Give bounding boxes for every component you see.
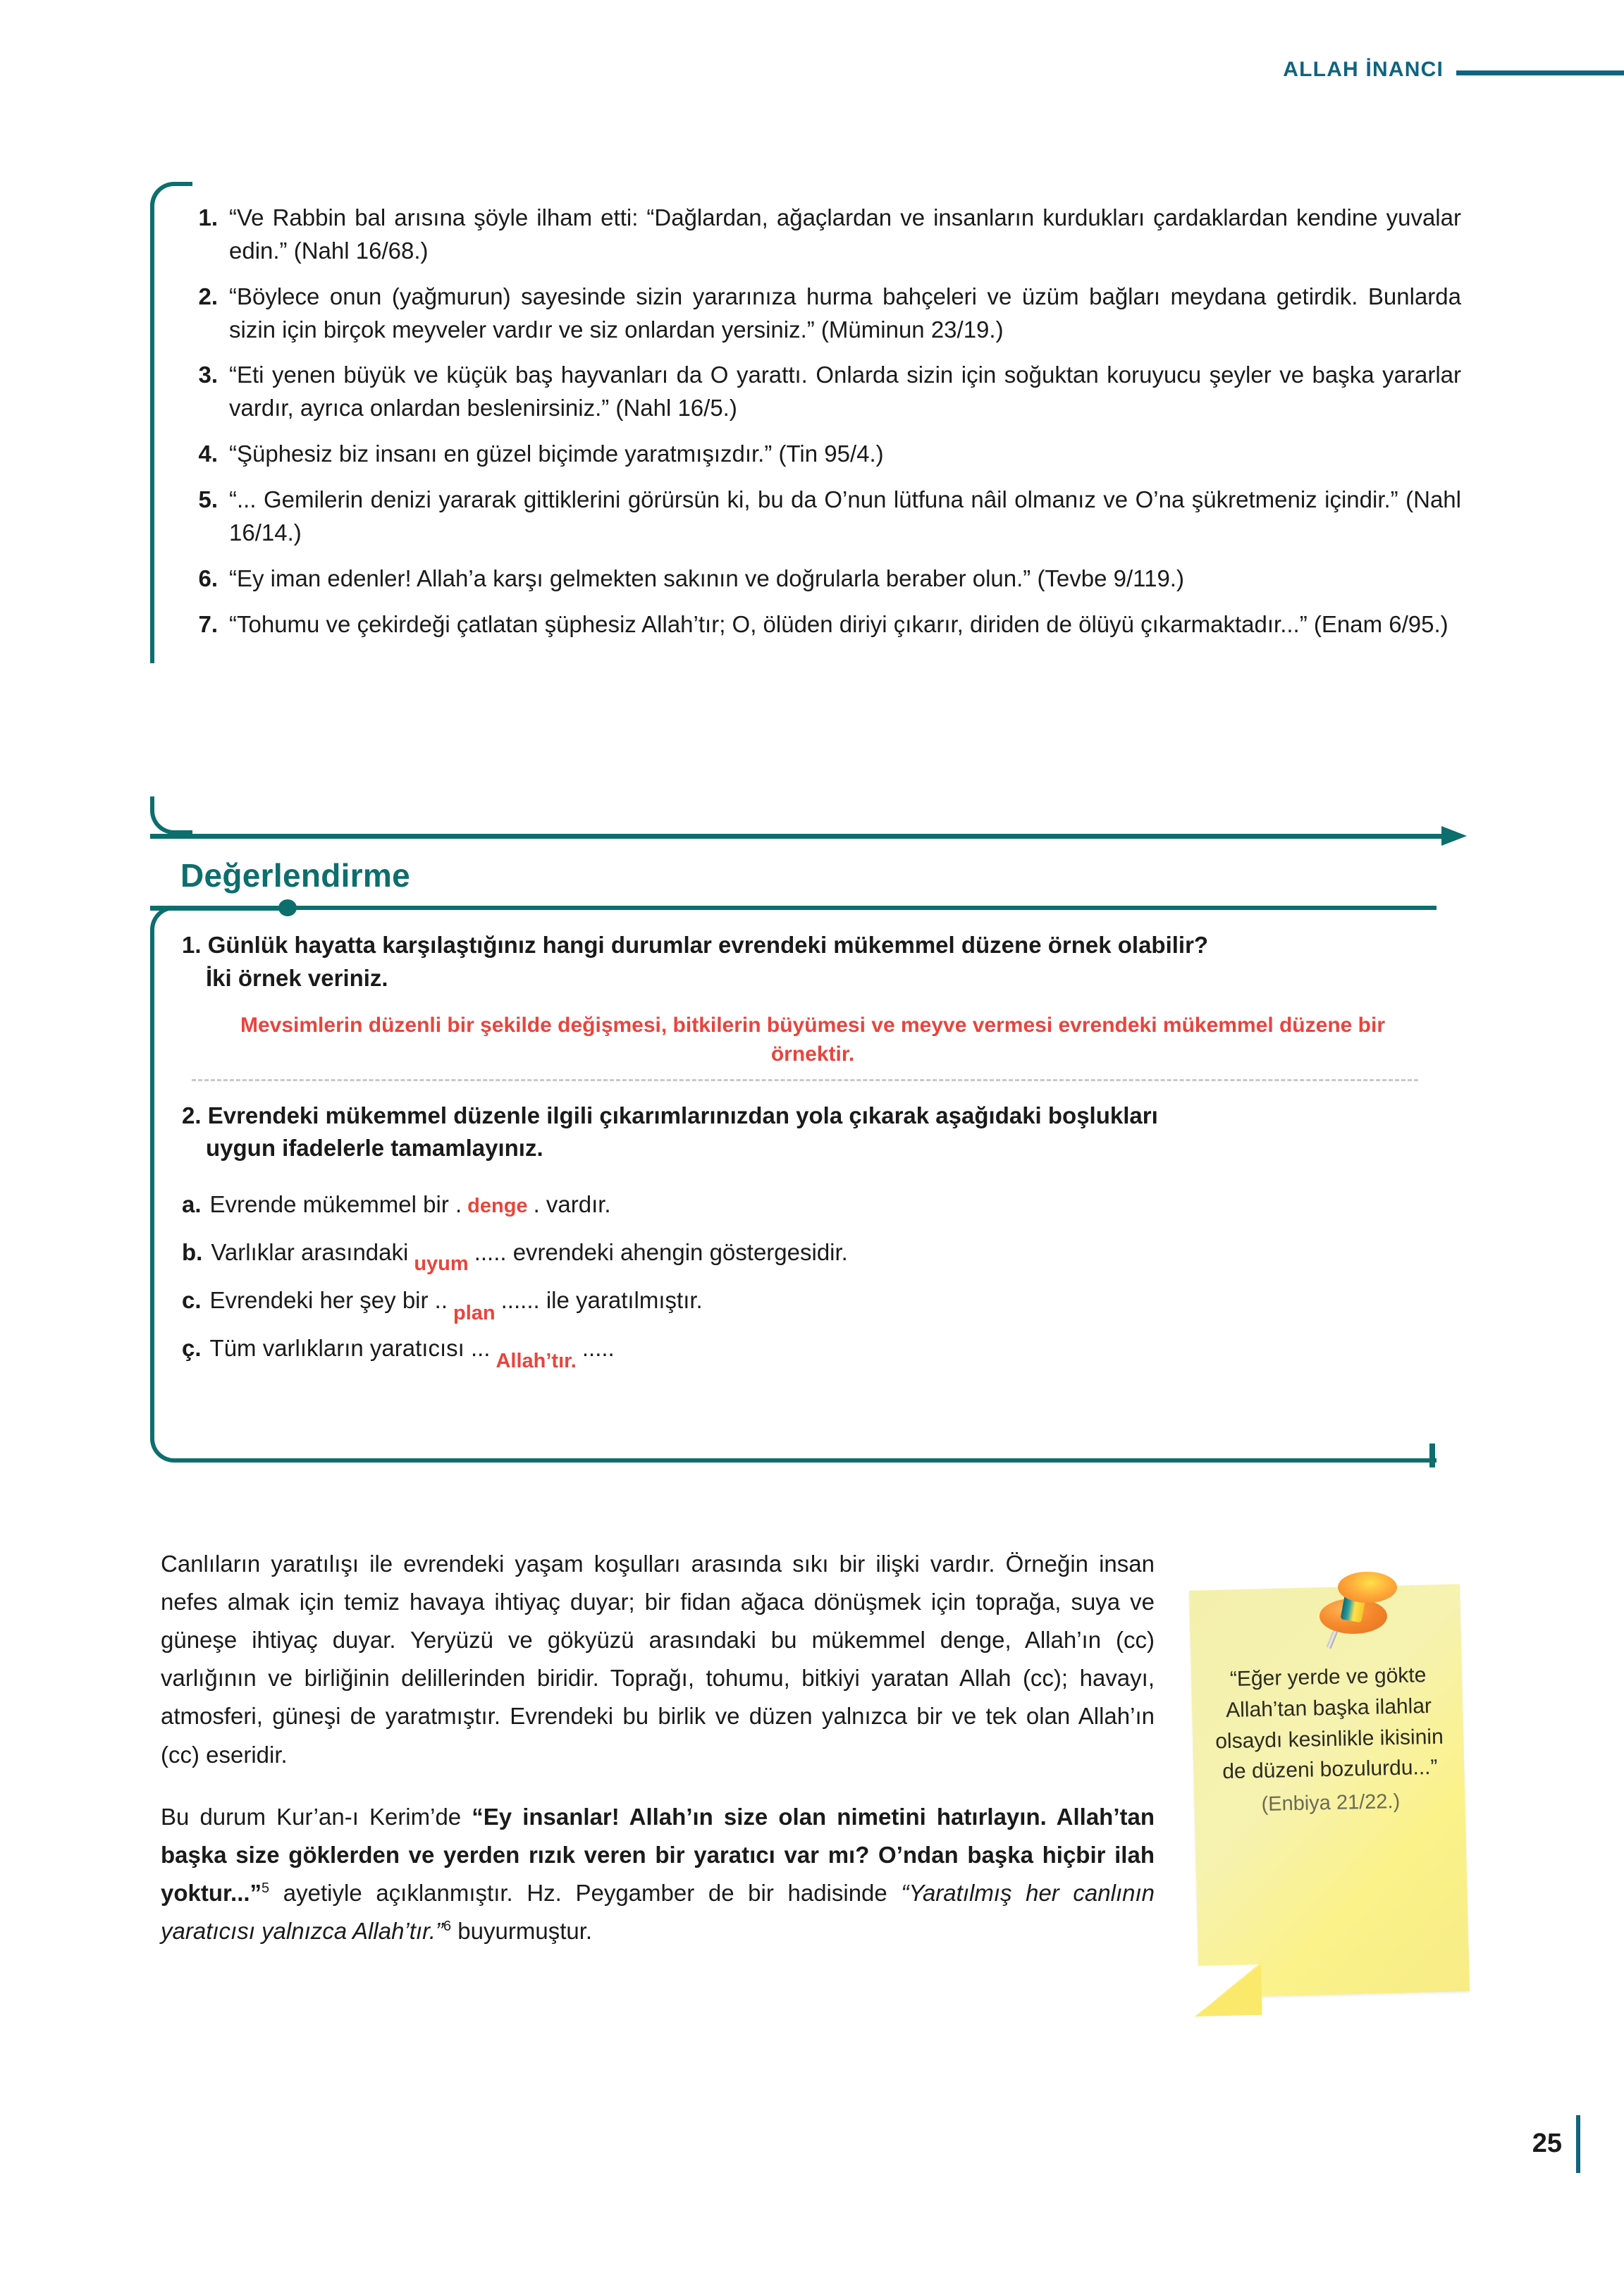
blank-text-before: Tüm varlıkların yaratıcısı ... <box>209 1334 491 1361</box>
list-item-text: “Ey iman edenler! Allah’a karşı gelmekten sakının ve doğrularla beraber olun.” (Tevbe 9/119.) <box>229 565 1184 591</box>
question-1-line-2: İki örnek veriniz. <box>206 964 388 991</box>
blank-text-before: Evrendeki her şey bir .. <box>209 1286 448 1313</box>
list-item-number: 4. <box>198 441 218 467</box>
blank-letter: c. <box>182 1286 202 1313</box>
blank-row-c <box>182 1286 1444 1324</box>
blank-text-after: ...... ile yaratılmıştır. <box>500 1286 703 1313</box>
blank-answer: denge <box>467 1195 528 1218</box>
page-number-rule <box>1576 2115 1580 2173</box>
list-item-number: 3. <box>198 362 218 388</box>
body-p2-hadith-quote: “Yaratılmış her canlının yaratıcısı yalnızca Allah’tır.” <box>161 1879 1155 1944</box>
question-1-line-1 <box>182 929 1444 962</box>
question-2-line-1 <box>182 1100 1444 1133</box>
list-item <box>180 281 1461 347</box>
blank-row-b <box>182 1238 1444 1276</box>
ayet-list-box <box>150 182 1489 663</box>
evaluation-content <box>182 929 1444 1381</box>
ayet-box-arrow <box>150 827 1491 846</box>
blank-letter: b. <box>182 1239 203 1266</box>
blank-letter: a. <box>182 1191 202 1218</box>
ayet-list <box>154 202 1489 641</box>
list-item <box>180 608 1461 641</box>
question-1-number: 1. <box>182 932 202 958</box>
sticky-note <box>1181 1572 1477 2016</box>
blank-letter: ç. <box>182 1334 202 1361</box>
question-2-line-2: uygun ifadelerle tamamlayınız. <box>206 1135 543 1162</box>
list-item-text: “... Gemilerin denizi yararak gittiklerini görürsün ki, bu da O’nun lütfuna nâil olmanız ve O’na şükretmeniz içindir.” (Nahl 16/14.) <box>229 486 1461 546</box>
evaluation-heading: Değerlendirme <box>180 857 411 894</box>
page-header <box>1283 58 1624 82</box>
sticky-note-reference: (Enbiya 21/22.) <box>1261 1790 1401 1816</box>
list-item-number: 1. <box>198 204 218 230</box>
list-item <box>180 202 1461 268</box>
blank-text-after: ..... evrendeki ahengin göstergesidir. <box>474 1239 848 1266</box>
list-item-number: 7. <box>198 610 218 637</box>
list-item-number: 6. <box>198 565 218 591</box>
list-item-number: 2. <box>198 283 218 309</box>
evaluation-box-end-cap <box>1429 1443 1435 1467</box>
answer-separator <box>192 1079 1418 1081</box>
list-item-text: “Tohumu ve çekirdeği çatlatan şüphesiz Allah’tır; O, ölüden diriyi çıkarır, diriden de ölüyü çıkarmaktadır...” (Enam 6/95.) <box>229 610 1448 637</box>
blank-answer: Allah’tır. <box>496 1349 577 1372</box>
list-item-text: “Böylece onun (yağmurun) sayesinde sizin yararınıza hurma bahçeleri ve üzüm bağları meydana getirdik. Bunlarda sizin için birçok meyveler vardır ve siz onlardan yersiniz.” (Müminun 23/19.) <box>229 283 1461 343</box>
evaluation-box-top-stub <box>150 906 288 911</box>
page-number: 25 <box>1532 2129 1562 2158</box>
arrow-line <box>150 834 1447 839</box>
body-paragraph-2 <box>161 1798 1155 1950</box>
push-pin-icon <box>1320 1572 1397 1659</box>
blank-text-before: Varlıklar arasındaki <box>211 1239 409 1266</box>
list-item-text: “Şüphesiz biz insanı en güzel biçimde yaratmışızdır.” (Tin 95/4.) <box>229 441 884 467</box>
header-rule <box>1456 70 1624 75</box>
list-item <box>180 359 1461 425</box>
sticky-note-quote: “Eğer yerde ve gökte Allah’tan başka ilahlar olsaydı kesinlikle ikisinin de düzeni bozulurdu...” <box>1214 1663 1444 1784</box>
body-paragraph-1: Canlıların yaratılışı ile evrendeki yaşam koşulları arasında sıkı bir ilişki vardır. Örneğin insan nefes almak için temiz havaya ihtiyaç duyar; bir fidan ağaca dönüşmek için toprağa, suya ve güneşe ihtiyaç duyar. Yeryüzü ve gökyüzü arasındaki bu mükemmel denge, Allah’ın (cc) varlığının ve birliğinin delillerinden biridir. Toprağı, tohumu, bitkiyi yaratan Allah (cc); havayı, atmosferi, güneşi de yaratmıştır. Evrendeki bu birlik ve düzen yalnızca bir ve tek olan Allah’ın (cc) eseridir. <box>161 1551 1155 1768</box>
blank-answer: uyum <box>414 1252 469 1276</box>
body-p2-middle: ayetiyle açıklanmıştır. Hz. Peygamber de bir hadisinde <box>269 1879 902 1906</box>
footnote-marker-5: 5 <box>262 1880 270 1896</box>
blank-row-a <box>182 1190 1444 1219</box>
body-p2-intro: Bu durum Kur’an-ı Kerim’de <box>161 1803 472 1830</box>
question-1-answer: Mevsimlerin düzenli bir şekilde değişmesi, bitkilerin büyümesi ve meyve vermesi evrendeki mükemmel düzene bir örnektir. <box>240 1013 1385 1066</box>
arrow-head-icon <box>1441 826 1467 846</box>
blank-text-before: Evrende mükemmel bir . <box>209 1191 462 1218</box>
list-item-number: 5. <box>198 486 218 513</box>
blank-answer: plan <box>453 1301 496 1324</box>
list-item <box>180 562 1461 596</box>
blank-text-after: ..... <box>582 1334 615 1361</box>
question-2 <box>182 1100 1444 1166</box>
list-item-text: “Eti yenen büyük ve küçük baş hayvanları da O yarattı. Onlarda sizin için soğuktan koruyucu şeyler ve başka yararlar vardır, ayrıca onlardan beslenirsiniz.” (Nahl 16/5.) <box>229 362 1461 421</box>
list-item <box>180 438 1461 471</box>
body-p2-end: buyurmuştur. <box>451 1917 593 1944</box>
question-2-number: 2. <box>182 1102 202 1128</box>
list-item-text: “Ve Rabbin bal arısına şöyle ilham etti: “Dağlardan, ağaçlardan ve insanların kurdukları çardaklardan kendine yuvalar edin.” (Nahl 16/68.) <box>229 204 1461 264</box>
evaluation-box-dot <box>278 899 297 916</box>
question-1 <box>182 929 1444 995</box>
sticky-note-text <box>1207 1659 1453 1821</box>
blank-row-c-cedilla <box>182 1334 1444 1372</box>
list-item <box>180 484 1461 550</box>
page-title: ALLAH İNANCI <box>1283 58 1444 81</box>
question-2-text: Evrendeki mükemmel düzenle ilgili çıkarımlarınızdan yola çıkarak aşağıdaki boşlukları <box>207 1102 1158 1128</box>
blank-text-after: . vardır. <box>533 1191 611 1218</box>
pin-top <box>1338 1572 1397 1603</box>
body-p2-ayet-quote: “Ey insanlar! Allah’ın size olan nimetini hatırlayın. Allah’tan başka size göklerden ve yerden rızık veren bir yaratıcı var mı? O’ndan başka hiçbir ilah yoktur...” <box>161 1803 1155 1906</box>
footnote-marker-6: 6 <box>443 1918 452 1934</box>
body-text-column <box>161 1545 1155 1950</box>
question-1-text: Günlük hayatta karşılaştığınız hangi durumlar evrendeki mükemmel düzene örnek olabilir? <box>207 932 1209 958</box>
